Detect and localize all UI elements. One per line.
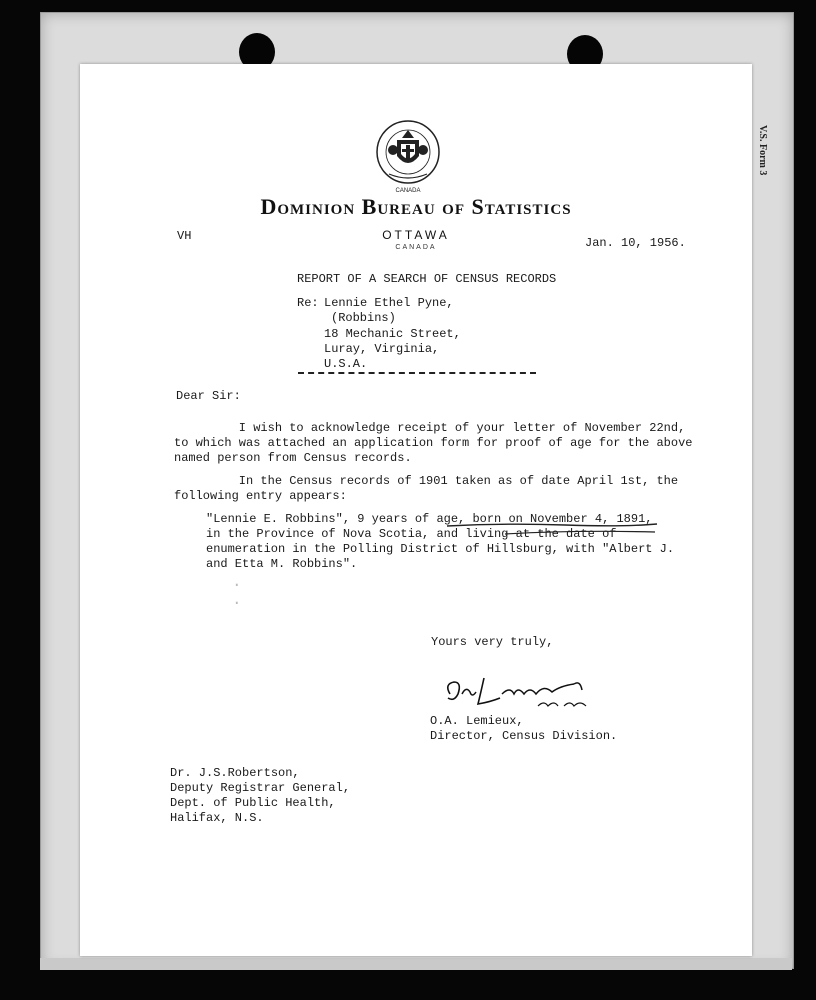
addressee-line: Dept. of Public Health, xyxy=(170,796,336,810)
paragraph-line: named person from Census records. xyxy=(174,451,412,465)
addressee-line: Dr. J.S.Robertson, xyxy=(170,766,300,780)
form-number-label: V.S. Form 3 xyxy=(757,125,768,176)
handwritten-signature xyxy=(440,672,600,716)
closing: Yours very truly, xyxy=(431,635,554,649)
paragraph-line: I wish to acknowledge receipt of your letter of November 22nd, xyxy=(174,421,686,435)
signatory-name: O.A. Lemieux, xyxy=(430,714,524,728)
paragraph-line: In the Census records of 1901 taken as of date April 1st, the xyxy=(174,474,679,488)
paragraph-line: to which was attached an application form for proof of age for the above xyxy=(174,436,693,450)
re-label: Re: xyxy=(297,296,319,310)
report-heading: REPORT OF A SEARCH OF CENSUS RECORDS xyxy=(297,272,557,286)
re-block-rule xyxy=(298,372,536,374)
re-line: Luray, Virginia, xyxy=(324,342,440,356)
re-line: 18 Mechanic Street, xyxy=(324,327,461,341)
handwritten-underline xyxy=(445,520,659,538)
letterhead-country: CANADA xyxy=(395,244,437,251)
addressee-line: Halifax, N.S. xyxy=(170,811,264,825)
bureau-title: Dominion Bureau of Statistics xyxy=(260,194,572,219)
backing-sheet-edge xyxy=(40,958,792,970)
department-seal-icon xyxy=(375,116,441,196)
svg-text:CANADA: CANADA xyxy=(395,188,421,194)
letterhead-city: OTTAWA xyxy=(382,228,450,242)
addressee-line: Deputy Registrar General, xyxy=(170,781,351,795)
signatory-title: Director, Census Division. xyxy=(430,729,618,743)
letter-date: Jan. 10, 1956. xyxy=(585,236,686,250)
paragraph-line: following entry appears: xyxy=(174,489,347,503)
reference-initials: VH xyxy=(177,229,192,243)
re-line: (Robbins) xyxy=(331,311,396,325)
census-entry-line: "Lennie E. Robbins", 9 years of age, born on November 4, 1891, xyxy=(206,512,653,526)
salutation: Dear Sir: xyxy=(176,389,241,403)
re-line: Lennie Ethel Pyne, xyxy=(324,296,454,310)
census-entry-line: enumeration in the Polling District of Hillsburg, with "Albert J. xyxy=(206,542,675,556)
ink-smudge xyxy=(232,576,246,582)
re-line: U.S.A. xyxy=(324,357,368,371)
census-entry-line: in the Province of Nova Scotia, and living at the date of xyxy=(206,527,617,541)
census-entry-line: and Etta M. Robbins". xyxy=(206,557,358,571)
